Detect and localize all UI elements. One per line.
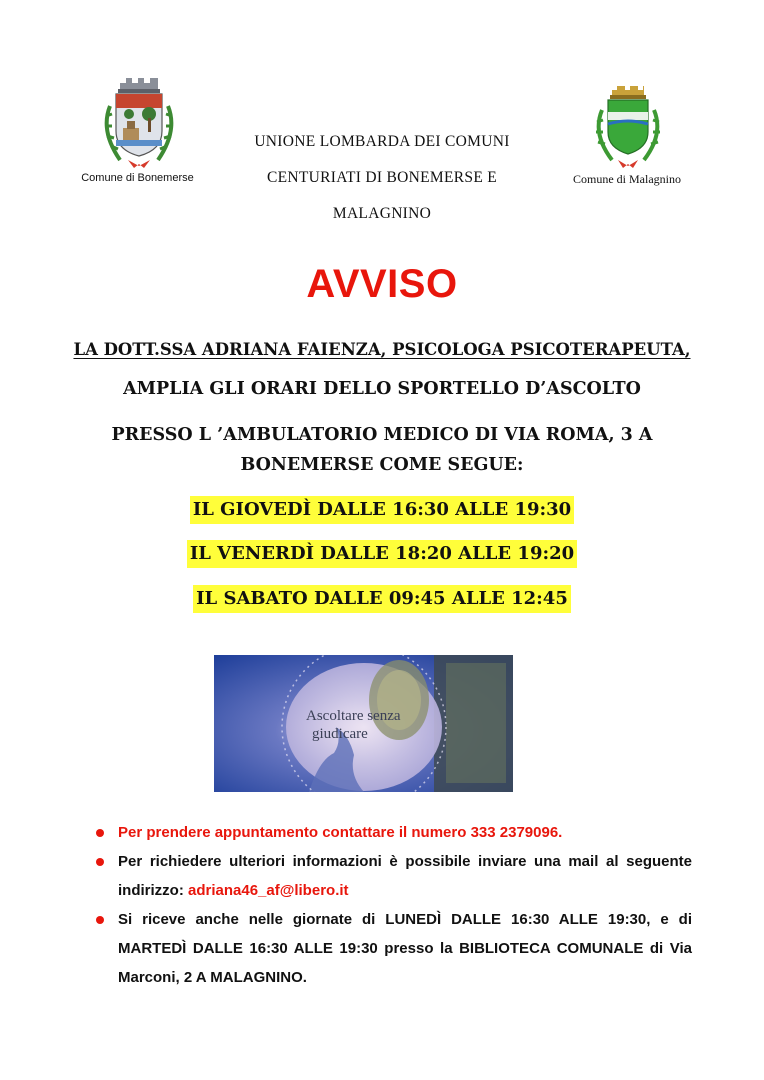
- bullet-dot: [96, 829, 104, 837]
- address-line: PRESSO L ’AMBULATORIO MEDICO DI VIA ROMA, 3 A: [111, 425, 653, 445]
- schedule-saturday: IL SABATO DALLE 09:45 ALLE 12:45: [193, 585, 571, 613]
- doctor-line: [0, 340, 764, 359]
- schedule-row: [0, 585, 764, 613]
- listening-illustration: [214, 655, 513, 792]
- list-item: [94, 818, 692, 847]
- avviso-title: AVVISO: [306, 262, 458, 306]
- malagnino-label: Comune di Malagnino: [573, 172, 681, 186]
- bullet-dot: [96, 916, 104, 924]
- info-text: Per richiedere ulteriori informazioni è possibile inviare una mail al seguente indirizzo:: [118, 853, 692, 899]
- caption-line-1: Ascoltare senza: [306, 708, 401, 724]
- extra-schedule-text: Si riceve anche nelle giornate di LUNEDÌ DALLE 16:30 ALLE 19:30, e di MARTEDÌ DALLE 16:30 ALLE 19:30 presso la BIBLIOTECA COMUNALE di Via Marconi, 2 A MALAGNINO.: [118, 911, 692, 986]
- caption-line-2: giudicare: [312, 726, 368, 742]
- bullet-dot: [96, 858, 104, 866]
- doctor-line-text: LA DOTT.SSA ADRIANA FAIENZA, PSICOLOGA PSICOTERAPEUTA,: [73, 340, 691, 359]
- union-line-1: UNIONE LOMBARDA DEI COMUNI: [254, 133, 510, 150]
- schedule-thursday: IL GIOVEDÌ DALLE 16:30 ALLE 19:30: [190, 496, 574, 524]
- union-line-2: CENTURIATI DI BONEMERSE E: [266, 169, 498, 186]
- service-line: AMPLIA GLI ORARI DELLO SPORTELLO D’ASCOLTO: [123, 379, 641, 399]
- illustration-caption: [306, 707, 416, 743]
- schedule-friday: IL VENERDÌ DALLE 18:20 ALLE 19:20: [187, 540, 577, 568]
- schedule-row: [0, 496, 764, 524]
- info-list: [94, 818, 692, 992]
- email-link[interactable]: adriana46_af@libero.it: [188, 882, 349, 899]
- union-line-3: MALAGNINO: [332, 205, 432, 222]
- list-item: [94, 905, 692, 992]
- list-item: [94, 847, 692, 905]
- malagnino-crest: [584, 84, 672, 172]
- bonemerse-label: Comune di Bonemerse: [81, 172, 194, 184]
- schedule-row: [0, 540, 764, 568]
- town-line: BONEMERSE COME SEGUE:: [240, 455, 524, 475]
- appointment-text: Per prendere appuntamento contattare il numero 333 2379096.: [118, 824, 563, 841]
- bonemerse-crest: [96, 76, 182, 172]
